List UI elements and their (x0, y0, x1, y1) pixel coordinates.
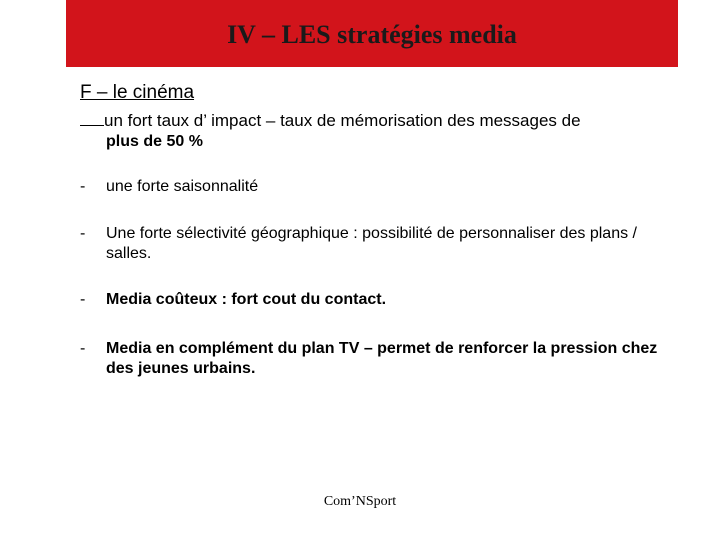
bullet-dash: - (80, 291, 86, 308)
bullet-text: une forte saisonnalité (106, 178, 259, 195)
intro-continuation: plus de 50 % (106, 133, 203, 150)
intro-paragraph (80, 111, 670, 152)
bullet-text: Media coûteux : fort cout du contact. (106, 291, 387, 308)
section-heading: F – le cinéma (80, 82, 195, 103)
bullet-item (80, 290, 680, 310)
bullet-text: Une forte sélectivité géographique : possibilité de personnaliser des plans / salles. (106, 225, 637, 262)
bullet-text: Media en complément du plan TV – permet de renforcer la pression chez des jeunes urbains. (106, 340, 658, 377)
bullet-dash: - (80, 340, 86, 357)
bullet-item (80, 224, 680, 264)
bullet-item (80, 177, 680, 197)
title-banner (66, 0, 678, 67)
blank-underline (80, 111, 104, 126)
bullet-item (80, 339, 680, 379)
bullet-dash: - (80, 178, 86, 195)
footer-text: Com’NSport (323, 494, 397, 509)
slide-title: IV – LES stratégies media (227, 19, 517, 49)
bullet-dash: - (80, 225, 86, 242)
intro-first-line: un fort taux d’ impact – taux de mémorisation des messages de (104, 111, 581, 130)
